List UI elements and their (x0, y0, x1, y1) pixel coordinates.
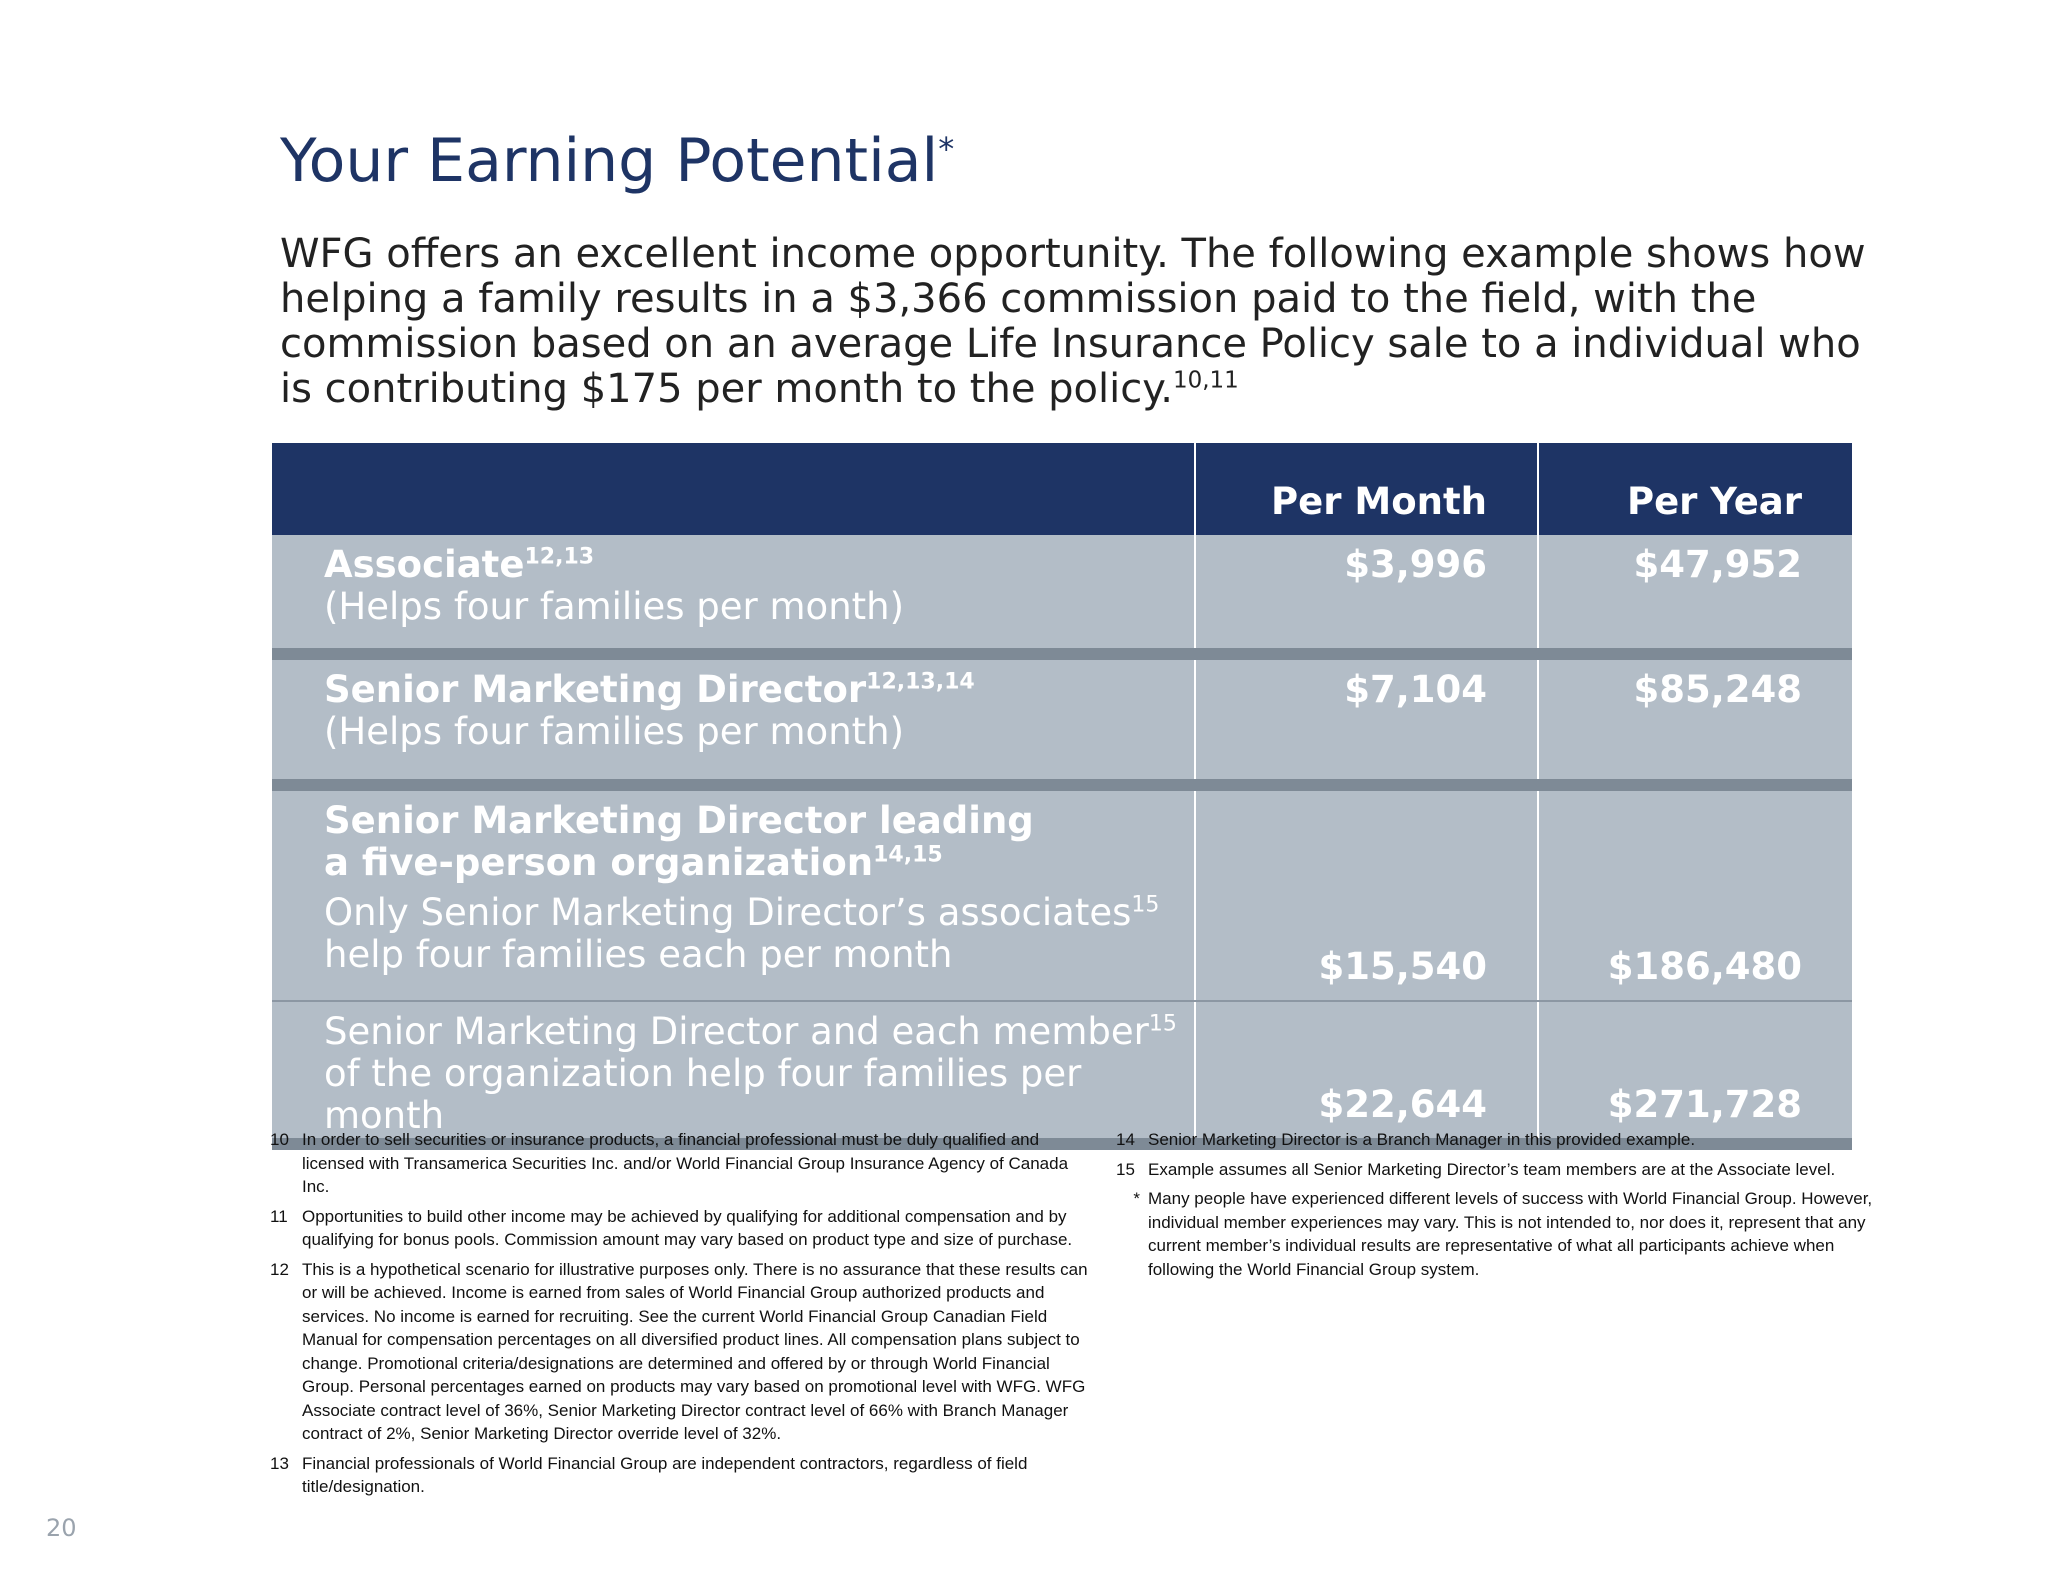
title-text: Your Earning Potential (280, 126, 939, 196)
footnote-text: This is a hypothetical scenario for illustrative purposes only. There is no assurance that these results can or will be achieved. Income is earned from sales of World Financial Group authorized products and services. No income is earned for recruiting. See the current World Financial Group Canadian Field Manual for compensation percentages on all diversified product lines. All compensation plans subject to change. Promotional criteria/designations are determined and offered by or through World Financial Group. Personal percentages earned on products may vary based on promotional level with WFG. WFG Associate contract level of 36%, Senior Marketing Director contract level of 66% with Branch Manager contract of 2%, Senior Marketing Director override level of 32%. (302, 1259, 1088, 1443)
role-title (324, 536, 1193, 586)
row-separator (272, 779, 1852, 791)
role-title-line2 (324, 842, 1193, 884)
description-footnote-refs: 15 (1131, 892, 1160, 918)
row-description-line1 (324, 1003, 1193, 1053)
role-subtitle: (Helps four families per month) (324, 585, 905, 628)
table-header-row (272, 443, 1852, 535)
intro-footnote-refs: 10,11 (1172, 367, 1239, 394)
footnote (1116, 1187, 1896, 1281)
description-text: Only Senior Marketing Director’s associates (324, 891, 1132, 934)
footnote (1116, 1128, 1896, 1152)
per-month-value: $7,104 (1195, 660, 1538, 779)
row-description-line2: of the organization help four families per month (324, 1052, 1082, 1137)
header-blank-cell (272, 443, 1195, 535)
role-footnote-refs: 12,13,14 (866, 669, 975, 695)
description-footnote-refs: 15 (1148, 1011, 1177, 1037)
header-per-year: Per Year (1538, 443, 1852, 535)
footnotes-left-column (270, 1128, 1100, 1505)
table-row (272, 535, 1852, 648)
role-footnote-refs: 14,15 (873, 842, 943, 868)
role-title (324, 661, 1193, 711)
footnote-text: Many people have experienced different levels of success with World Financial Group. However, individual member experiences may vary. This is not intended to, nor does it, represent that any current member’s individual results are representative of what all participants achieve when following the World Financial Group system. (1148, 1189, 1873, 1279)
row-label-cell (272, 1002, 1195, 1138)
per-month-value: $22,644 (1195, 1002, 1538, 1138)
per-year-value: $271,728 (1538, 1002, 1852, 1138)
per-year-value: $85,248 (1538, 660, 1852, 779)
table-row (272, 791, 1852, 1000)
role-footnote-refs: 12,13 (524, 544, 595, 570)
footnote-text: Financial professionals of World Financial Group are independent contractors, regardless of field title/designation. (302, 1453, 1028, 1496)
per-year-value: $47,952 (1538, 535, 1852, 648)
row-separator (272, 648, 1852, 660)
role-title-text: a five-person organization (324, 841, 874, 884)
title-asterisk: * (938, 130, 955, 168)
footnote (270, 1128, 1100, 1199)
role-title-text: Senior Marketing Director (324, 668, 867, 711)
footnote (270, 1452, 1100, 1499)
footnote-text: In order to sell securities or insurance products, a financial professional must be duly qualified and licensed with Transamerica Securities Inc. and/or World Financial Group Insurance Agency of Canada Inc. (302, 1130, 1069, 1196)
per-month-value: $15,540 (1195, 791, 1538, 1000)
footnotes-right-column (1116, 1128, 1896, 1287)
per-month-value: $3,996 (1195, 535, 1538, 648)
footnote-number: 11 (270, 1206, 288, 1226)
footnote-number: 15 (1116, 1159, 1135, 1179)
footnote (270, 1205, 1100, 1252)
intro-paragraph (280, 232, 1880, 412)
header-per-month: Per Month (1195, 443, 1538, 535)
footnote-number: 10 (270, 1130, 289, 1149)
row-label-cell (272, 791, 1195, 1000)
role-title-line1: Senior Marketing Director leading (324, 799, 1034, 842)
footnote-number: 12 (270, 1259, 289, 1279)
footnote-text: Opportunities to build other income may be achieved by qualifying for additional compensation and by qualifying for bonus pools. Commission amount may vary based on product type and size of purchase. (302, 1206, 1073, 1249)
footnote (1116, 1158, 1896, 1182)
table-row (272, 1002, 1852, 1138)
intro-text: WFG offers an excellent income opportunity. The following example shows how helping a family results in a $3,366 commission paid to the field, with the commission based on an average Life Insurance Policy sale to a individual who is contributing $175 per month to the policy. (280, 231, 1866, 412)
description-text: Senior Marketing Director and each member (324, 1010, 1149, 1053)
per-year-value: $186,480 (1538, 791, 1852, 1000)
page-title (280, 128, 954, 194)
role-title-text: Associate (324, 543, 525, 586)
row-label-cell (272, 535, 1195, 648)
role-subtitle: (Helps four families per month) (324, 710, 905, 753)
footnote-text: Example assumes all Senior Marketing Director’s team members are at the Associate level. (1148, 1159, 1836, 1179)
footnote-number: 13 (270, 1453, 289, 1473)
footnote-text: Senior Marketing Director is a Branch Manager in this provided example. (1148, 1130, 1696, 1149)
footnote-number: 14 (1116, 1130, 1135, 1149)
row-description-line2: help four families each per month (324, 933, 953, 976)
table-row (272, 660, 1852, 779)
row-label-cell (272, 660, 1195, 779)
footnote-asterisk: * (1133, 1189, 1140, 1208)
row-description-line1 (324, 884, 1193, 934)
page-number: 20 (46, 1514, 77, 1542)
earnings-table (272, 443, 1852, 1150)
footnote (270, 1258, 1100, 1446)
